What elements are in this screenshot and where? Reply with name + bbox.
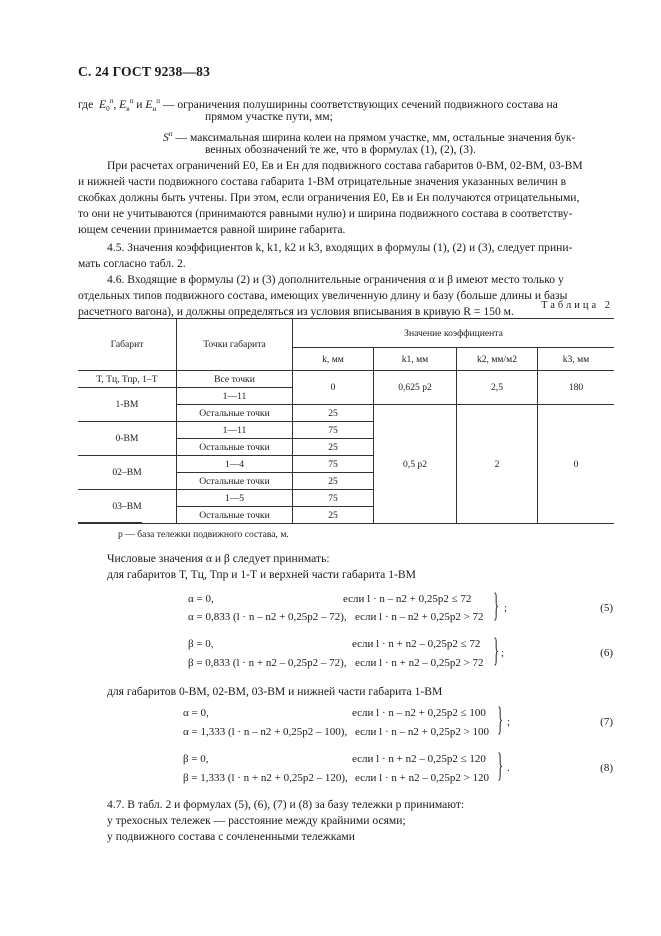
eq8b-left: β = 1,333 (l · n + n2 + 0,25p2 – 120), (183, 772, 348, 784)
where-line-3: $S^п$ — максимальная ширина колеи на прямом участке, мм, остальные значения бук- (163, 130, 576, 144)
where-line-4: венных обозначений те же, что в формулах (1), (2), (3). (205, 143, 476, 156)
para3-line-2: отдельных типов подвижного состава, имеющих увеличенную длину и базу (больше длины и базы (78, 289, 568, 302)
cell-k3: 0 (538, 405, 615, 524)
eq7b-cond: если l · n – n2 + 0,25p2 > 100 (355, 726, 490, 738)
cell-points: 1—11 (177, 422, 293, 439)
cell-k3: 180 (538, 371, 615, 405)
cell-k: 25 (293, 507, 374, 524)
th-gabarit: Габарит (78, 319, 177, 371)
eq6a-cond: если l · n + n2 – 0,25p2 ≤ 72 (352, 638, 481, 650)
cell-points: Остальные точки (177, 473, 293, 490)
para1-line-1: При расчетах ограничений E0, Eв и Eн для подвижного состава габаритов 0-ВМ, 02-ВМ, 03-ВМ (107, 159, 583, 172)
para3-line-1: 4.6. Входящие в формулы (2) и (3) дополнительные ограничения α и β имеют место только у (107, 273, 564, 286)
table-caption: Таблица 2 (541, 300, 613, 311)
where-line-1: где $E_0^п$, $E_в^п$ и $E_н^п$ — ограничения полуширины соответствующих сечений подвижного состава на (78, 97, 558, 114)
eq6-sep: ; (501, 647, 505, 659)
eq6-number: (6) (600, 647, 613, 659)
eq5b-cond: если l · n – n2 + 0,25p2 > 72 (355, 611, 484, 623)
eq7b-left: α = 1,333 (l · n – n2 + 0,25p2 – 100), (183, 726, 348, 738)
page-header: С. 24 ГОСТ 9238—83 (78, 64, 211, 79)
para1-line-5: ющем сечении принимается равной ширине габарита. (78, 223, 346, 236)
cell-k: 75 (293, 456, 374, 473)
cell-k2: 2,5 (457, 371, 538, 405)
eq5a-cond: если l · n – n2 + 0,25p2 ≤ 72 (343, 593, 472, 605)
para4-line-2: у трехосных тележек — расстояние между крайними осями; (107, 814, 406, 827)
after-table-line-3: для габаритов 0-ВМ, 02-ВМ, 03-ВМ и нижней части габарита 1-ВМ (107, 685, 443, 698)
where-line-2: прямом участке пути, мм; (205, 110, 333, 123)
eq8-number: (8) (600, 762, 613, 774)
eq8b-cond: если l · n + n2 – 0,25p2 > 120 (355, 772, 490, 784)
th-k3: k3, мм (538, 348, 615, 371)
cell-k: 25 (293, 439, 374, 456)
th-k1: k1, мм (374, 348, 457, 371)
cell-k: 75 (293, 422, 374, 439)
eq8a-left: β = 0, (183, 753, 209, 765)
para2-line-2: мать согласно табл. 2. (78, 257, 186, 270)
eq6b-cond: если l · n + n2 – 0,25p2 > 72 (355, 657, 484, 669)
th-k2: k2, мм/м2 (457, 348, 538, 371)
para1-line-3: скобках должны быть учтены. При этом, если ограничения E0, Eв и Eн получаются отрицательными, (78, 191, 580, 204)
para3-line-3: расчетного вагона), и должны определяться из условия вписывания в кривую R = 150 м. (78, 305, 514, 318)
brace-6: } (493, 632, 500, 669)
cell-points: Остальные точки (177, 439, 293, 456)
eq5b-left: α = 0,833 (l · n – n2 + 0,25p2 – 72), (188, 611, 347, 623)
brace-8: } (497, 747, 504, 784)
para1-line-2: и нижней части подвижного состава габарита 1-ВМ отрицательные значения указанных величин в (78, 175, 567, 188)
eq5a-left: α = 0, (188, 593, 214, 605)
th-k: k, мм (293, 348, 374, 371)
cell-gabarit: 1-ВМ (78, 388, 177, 422)
th-points: Точки габарита (177, 319, 293, 371)
eq8-sep: . (507, 762, 510, 774)
cell-k: 75 (293, 490, 374, 507)
eq7-number: (7) (600, 716, 613, 728)
cell-k2: 2 (457, 405, 538, 524)
cell-points: Остальные точки (177, 405, 293, 422)
cell-points: Все точки (177, 371, 293, 388)
eq8a-cond: если l · n + n2 – 0,25p2 ≤ 120 (352, 753, 486, 765)
th-coef: Значение коэффициента (293, 319, 615, 348)
brace-5: } (493, 587, 500, 624)
after-table-line-1: Числовые значения α и β следует принимать: (107, 552, 330, 565)
cell-points: Остальные точки (177, 507, 293, 524)
cell-k1: 0,625 p2 (374, 371, 457, 405)
cell-k1: 0,5 p2 (374, 405, 457, 524)
eq7-sep: ; (507, 716, 511, 728)
cell-gabarit: 0-ВМ (78, 422, 177, 456)
eq5-sep: ; (504, 602, 508, 614)
eq7a-cond: если l · n – n2 + 0,25p2 ≤ 100 (352, 707, 486, 719)
brace-7: } (497, 701, 504, 738)
table-note: p — база тележки подвижного состава, м. (118, 529, 289, 540)
para2-line-1: 4.5. Значения коэффициентов k, k1, k2 и k3, входящих в формулы (1), (2) и (3), следует прини- (107, 241, 573, 254)
para4-line-1: 4.7. В табл. 2 и формулах (5), (6), (7) и (8) за базу тележки p принимают: (107, 798, 465, 811)
cell-k: 25 (293, 405, 374, 422)
cell-k: 0 (293, 371, 374, 405)
cell-gabarit: 02–ВМ (78, 456, 177, 490)
table-note-divider (78, 522, 142, 523)
para1-line-4: то они не учитываются (принимаются равными нулю) и ширина подвижного состава в соответству- (78, 207, 573, 220)
cell-points: 1—5 (177, 490, 293, 507)
cell-gabarit: 03–ВМ (78, 490, 177, 524)
cell-gabarit: Т, Тц, Тпр, 1–Т (78, 371, 177, 388)
cell-points: 1—11 (177, 388, 293, 405)
cell-points: 1—4 (177, 456, 293, 473)
para4-line-3: у подвижного состава с сочлененными тележками (107, 830, 355, 843)
eq5-number: (5) (600, 602, 613, 614)
cell-k: 25 (293, 473, 374, 490)
eq6b-left: β = 0,833 (l · n + n2 – 0,25p2 – 72), (188, 657, 347, 669)
after-table-line-2: для габаритов Т, Тц, Тпр и 1-Т и верхней части габарита 1-ВМ (107, 568, 416, 581)
coefficients-table (78, 318, 614, 524)
eq6a-left: β = 0, (188, 638, 214, 650)
eq7a-left: α = 0, (183, 707, 209, 719)
